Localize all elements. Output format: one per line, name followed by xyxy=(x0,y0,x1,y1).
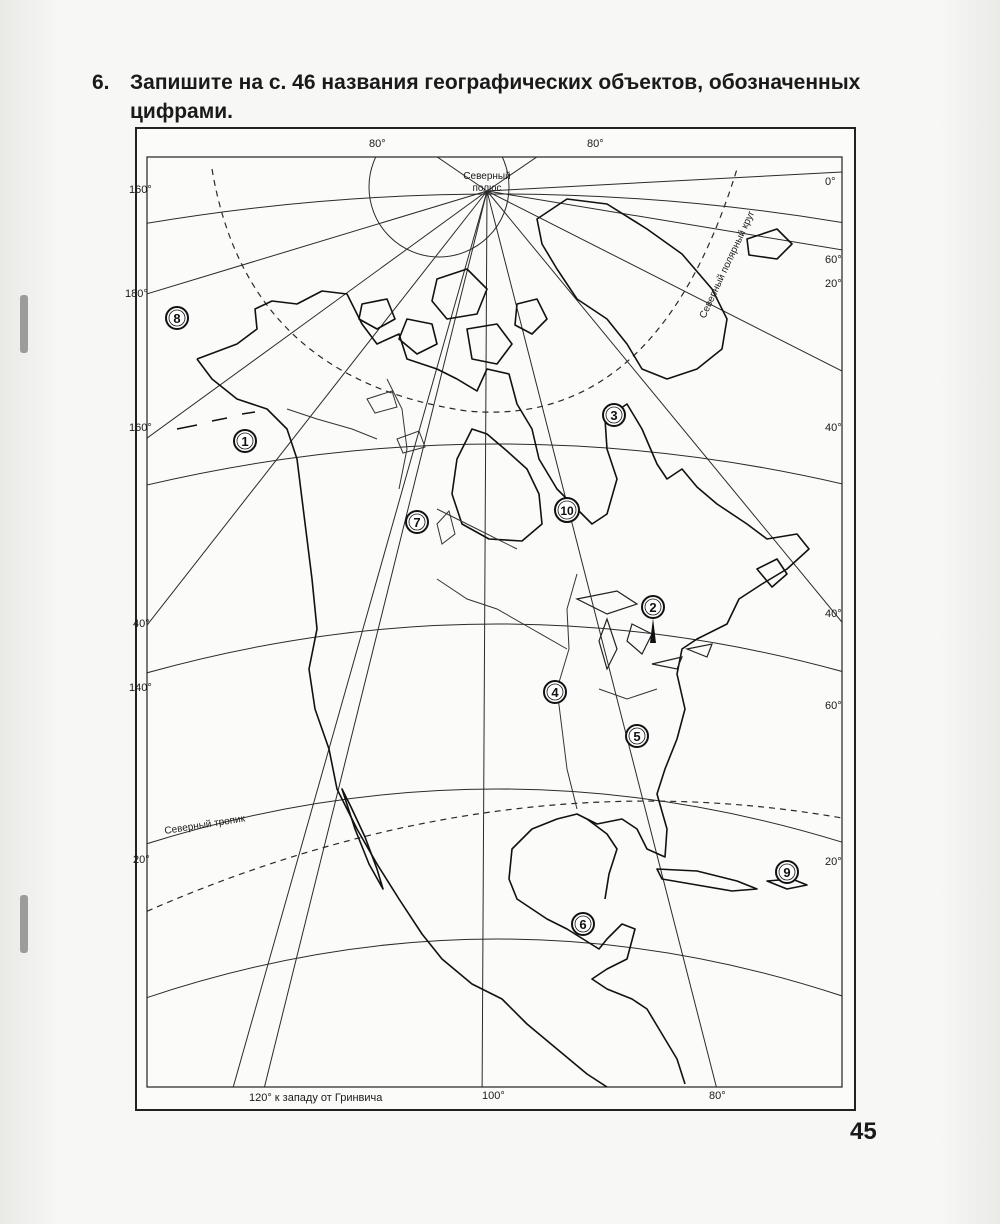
marker-1[interactable] xyxy=(234,430,256,452)
marker-2-label: 2 xyxy=(649,600,657,615)
marker-6[interactable] xyxy=(572,913,594,935)
label-left-20: 20° xyxy=(133,854,150,866)
marker-7[interactable] xyxy=(406,511,428,533)
marker-3[interactable] xyxy=(603,404,625,426)
river-mackenzie xyxy=(387,379,407,489)
marker-9-label: 9 xyxy=(783,865,791,880)
label-left-40: 40° xyxy=(133,618,150,630)
label-left-160-lower: 160° xyxy=(129,422,152,434)
page-number: 45 xyxy=(850,1118,877,1145)
meridian-100 xyxy=(482,191,487,1109)
marker-7-label: 7 xyxy=(413,515,421,530)
binding-mark-lower xyxy=(20,895,28,953)
marker-5[interactable] xyxy=(626,725,648,747)
marker-3-label: 3 xyxy=(610,408,618,423)
task-text: Запишите на с. 46 названия географических объектов, обозначенных цифрами. xyxy=(130,71,861,123)
markers xyxy=(163,307,798,935)
meridian-20 xyxy=(487,191,897,259)
pole-label-line2: полюс xyxy=(472,183,502,194)
map-svg xyxy=(125,129,854,1109)
meridian-40 xyxy=(487,191,897,399)
marker-8[interactable] xyxy=(166,307,188,329)
marker-8-label: 8 xyxy=(173,311,181,326)
label-left-140: 140° xyxy=(129,682,152,694)
marker-2-pointer xyxy=(650,618,656,643)
meridian-140 xyxy=(227,191,487,1109)
label-bottom-80: 80° xyxy=(709,1090,726,1102)
label-right-20-top: 20° xyxy=(825,278,842,290)
label-right-40-lower: 40° xyxy=(825,608,842,620)
arctic-circle-label: Северный полярный круг xyxy=(697,209,758,321)
label-left-160-top: 160° xyxy=(129,184,152,196)
parallel-50 xyxy=(0,444,1000,549)
marker-10-label: 10 xyxy=(560,504,574,518)
river-missouri xyxy=(437,579,567,649)
contour-map xyxy=(125,127,856,1111)
river-yukon xyxy=(287,409,377,439)
parallel-70 xyxy=(0,194,1000,269)
tropic-label: Северный тропик xyxy=(163,813,246,837)
task-number: 6. xyxy=(92,71,110,94)
inner-frame xyxy=(147,157,842,1087)
meridian-160 xyxy=(97,191,487,689)
label-bottom-meridian: 120° к западу от Гринвича xyxy=(249,1092,383,1104)
marker-1-label: 1 xyxy=(241,434,249,449)
label-right-60-top: 60° xyxy=(825,254,842,266)
meridian-180 xyxy=(77,191,487,489)
parallels xyxy=(0,114,1000,1089)
marker-4[interactable] xyxy=(544,681,566,703)
label-left-180: 180° xyxy=(125,288,148,300)
parallel-20 xyxy=(0,939,1000,1089)
pole-label-line1: Северный xyxy=(463,171,511,182)
meridian-120 xyxy=(259,191,487,1109)
parallel-30 xyxy=(0,789,1000,929)
marker-6-label: 6 xyxy=(579,917,587,932)
label-top-80-right: 80° xyxy=(587,138,604,150)
marker-2[interactable] xyxy=(642,596,664,643)
river-ohio xyxy=(599,689,657,699)
label-bottom-100: 100° xyxy=(482,1090,505,1102)
label-right-20-bottom: 20° xyxy=(825,856,842,868)
meridian-160-top xyxy=(97,191,487,309)
label-right-60-lower: 60° xyxy=(825,700,842,712)
marker-5-label: 5 xyxy=(633,729,641,744)
river-saskatchewan xyxy=(437,509,517,549)
marker-10[interactable] xyxy=(555,498,579,522)
label-right-40-upper: 40° xyxy=(825,422,842,434)
label-top-80-left: 80° xyxy=(369,138,386,150)
marker-4-label: 4 xyxy=(551,685,559,700)
degree-labels xyxy=(125,138,842,1104)
marker-9[interactable] xyxy=(776,861,798,883)
binding-mark-upper xyxy=(20,295,28,353)
label-right-0: 0° xyxy=(825,176,836,188)
